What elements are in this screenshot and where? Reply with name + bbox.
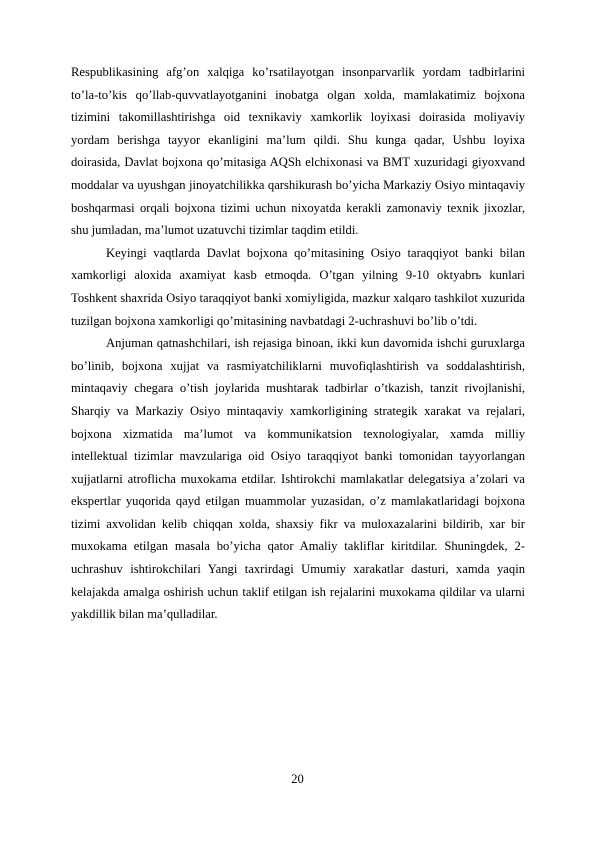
paragraph-3: Anjuman qatnashchilari, ish rejasiga binoan, ikki kun davomida ishchi guruxlarga bo’linib, bojxona xujjat va rasmiyatchiliklarni muvofiqlashtirish va soddalashtirish, mintaqaviy chegara o’tish joylarida mushtarak tadbirlar o’tkazish, tanzit rivojlanishi, Sharqiy va Markaziy Osiyo mintaqaviy xamkorligining strategik xarakat va rejalari, bojxona xizmatida ma’lumot va kommunikatsion texnologiyalar, xamda milliy intellektual tizimlar mavzulariga oid Osiyo taraqqiyot banki tomonidan tayyorlangan xujjatlarni atroflicha muxokama etdilar. Ishtirokchi mamlakatlar delegatsiya a’zolari va ekspertlar yuqorida qayd etilgan muammolar yuzasidan, o’z mamlakatlaridagi bojxona tizimi axvolidan kelib chiqqan xolda, shaxsiy fikr va muloxazalarini bildirib, xar bir muxokama etilgan masala bo’yicha qator Amaliy takliflar kiritdilar. Shuningdek, 2-uchrashuv ishtirokchilari Yangi taxrirdagi Umumiy xarakatlar dasturi, xamda yaqin kelajakda amalga oshirish uchun taklif etilgan ish rejalarini muxokama qildilar va ularni yakdillik bilan ma’qulladilar.	[71, 336, 525, 622]
paragraph-1: Respublikasining afg’on xalqiga ko’rsatilayotgan insonparvarlik yordam tadbirlarini to’la-to’kis qo’llab-quvvatlayotganini inobatga olgan xolda, mamlakatimiz bojxona tizimini takomillashtirishga oid texnikaviy xamkorlik loyixasi doirasida moliyaviy yordam berishga tayyor ekanligini ma’lum qildi. Shu kunga qadar, Ushbu loyixa doirasida, Davlat bojxona qo’mitasiga AQSh elchixonasi va BMT xuzuridagi giyoxvand moddalar va uyushgan jinoyatchilikka qarshikurash bo’yicha Markaziy Osiyo mintaqaviy boshqarmasi orqali bojxona tizimi uchun nixoyatda kerakli zamonaviy texnik jixozlar, shu jumladan, ma’lumot uzatuvchi tizimlar taqdim etildi.	[71, 65, 525, 238]
page-number: 20	[291, 772, 304, 786]
document-body	[71, 61, 525, 626]
paragraph-2: Keyingi vaqtlarda Davlat bojxona qo’mitasining Osiyo taraqqiyot banki bilan xamkorligi aloxida axamiyat kasb etmoqda. O’tgan yilning 9-10 oktyabrь kunlari Toshkent shaxrida Osiyo taraqqiyot banki xomiyligida, mazkur xalqaro tashkilot xuzurida tuzilgan bojxona xamkorligi qo’mitasining navbatdagi 2-uchrashuvi bo’lib o’tdi.	[71, 245, 525, 328]
